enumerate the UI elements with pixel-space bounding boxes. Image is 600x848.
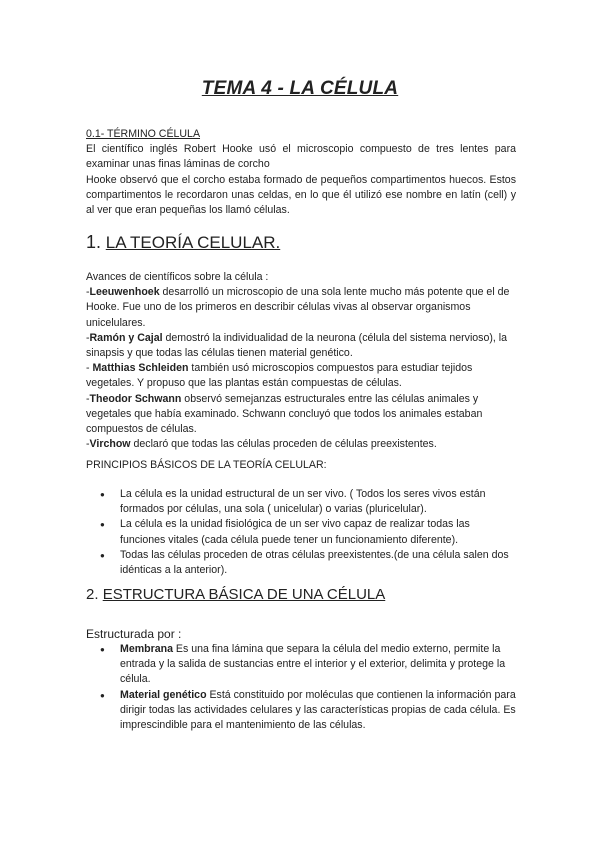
section-1-heading: [86, 232, 280, 253]
scientist-name: Theodor Schwann: [89, 392, 182, 405]
principle-item: ● Todas las células proceden de otras células preexistentes.(de una célula salen dos idénticas a la anterior).: [86, 548, 516, 578]
section-2-heading: [86, 586, 385, 603]
hooke-paragraph-1: El científico inglés Robert Hooke usó el microscopio compuesto de tres lentes para examinar unas finas láminas de corcho: [86, 143, 516, 171]
scientist-name: Leeuwenhoek: [89, 286, 160, 299]
scientist-item: -Theodor Schwann observó semejanzas estructurales entre las células animales y vegetales que había examinado. Schwann concluyó que todos los animales estaban compuestos de células.: [86, 392, 483, 436]
scientist-name: Virchow: [89, 438, 131, 451]
principles-heading: PRINCIPIOS BÁSICOS DE LA TEORÍA CELULAR:: [86, 459, 327, 471]
structure-list: [86, 642, 516, 733]
scientist-item: -Virchow declaró que todas las células proceden de células preexistentes.: [86, 438, 437, 451]
section-term-cell-heading: 0.1- TÉRMINO CÉLULA: [86, 128, 201, 140]
section-2-title: ESTRUCTURA BÁSICA DE UNA CÉLULA: [102, 586, 386, 603]
scientist-item: -Leeuwenhoek desarrolló un microscopio de una sola lente mucho más potente que el de Hooke. Fue uno de los primeros en describir células vivas al observar organismos unicelulares.: [86, 286, 510, 329]
scientists-block: [86, 270, 516, 452]
hooke-paragraph-2: Hooke observó que el corcho estaba formado de pequeños compartimentos huecos. Estos compartimentos le recordaron unas celdas, en lo que él utilizó ese nombre en latín (cell) y al ver que eran pequeñas los llamó células.: [86, 173, 516, 217]
principles-list: [86, 487, 516, 578]
scientist-item: - Matthias Schleiden también usó microscopios compuestos para estudiar tejidos vegetales. Y propuso que las plantas están compuestas de células.: [86, 362, 473, 390]
page-title: TEMA 4 - LA CÉLULA: [201, 78, 399, 99]
scientist-item: -Ramón y Cajal demostró la individualidad de la neurona (célula del sistema nervioso), la sinapsis y que todas las células tienen material genético.: [86, 331, 508, 360]
section-term-cell: [86, 127, 516, 218]
structure-item-name: Membrana: [120, 643, 173, 655]
scientist-name: Matthias Schleiden: [92, 362, 189, 375]
principle-item: ● La célula es la unidad fisiológica de un ser vivo capaz de realizar todas las funciones vitales (cada célula puede tener un funcionamiento diferente).: [86, 517, 516, 547]
scientists-intro: Avances de científicos sobre la célula :: [86, 271, 269, 283]
structure-item-name: Material genético: [120, 688, 207, 701]
section-2-number: 2.: [86, 586, 99, 603]
structure-item: ● Material genético Está constituido por moléculas que contienen la información para dirigir todas las actividades celulares y las características propias de cada célula. Es imprescindible para el mantenimiento de las células.: [86, 688, 516, 734]
section-1-title: LA TEORÍA CELULAR.: [105, 233, 281, 252]
scientist-name: Ramón y Cajal: [89, 331, 163, 344]
principle-item: ● La célula es la unidad estructural de un ser vivo. ( Todos los seres vivos están formados por células, una sola ( unicelular) o varias (pluricelular).: [86, 487, 516, 517]
structure-intro: Estructurada por :: [86, 627, 182, 641]
structure-item: ● Membrana Es una fina lámina que separa la célula del medio externo, permite la entrada y la salida de sustancias entre el interior y el exterior, delimita y protege la célula.: [86, 642, 516, 688]
section-1-number: 1.: [86, 232, 102, 252]
